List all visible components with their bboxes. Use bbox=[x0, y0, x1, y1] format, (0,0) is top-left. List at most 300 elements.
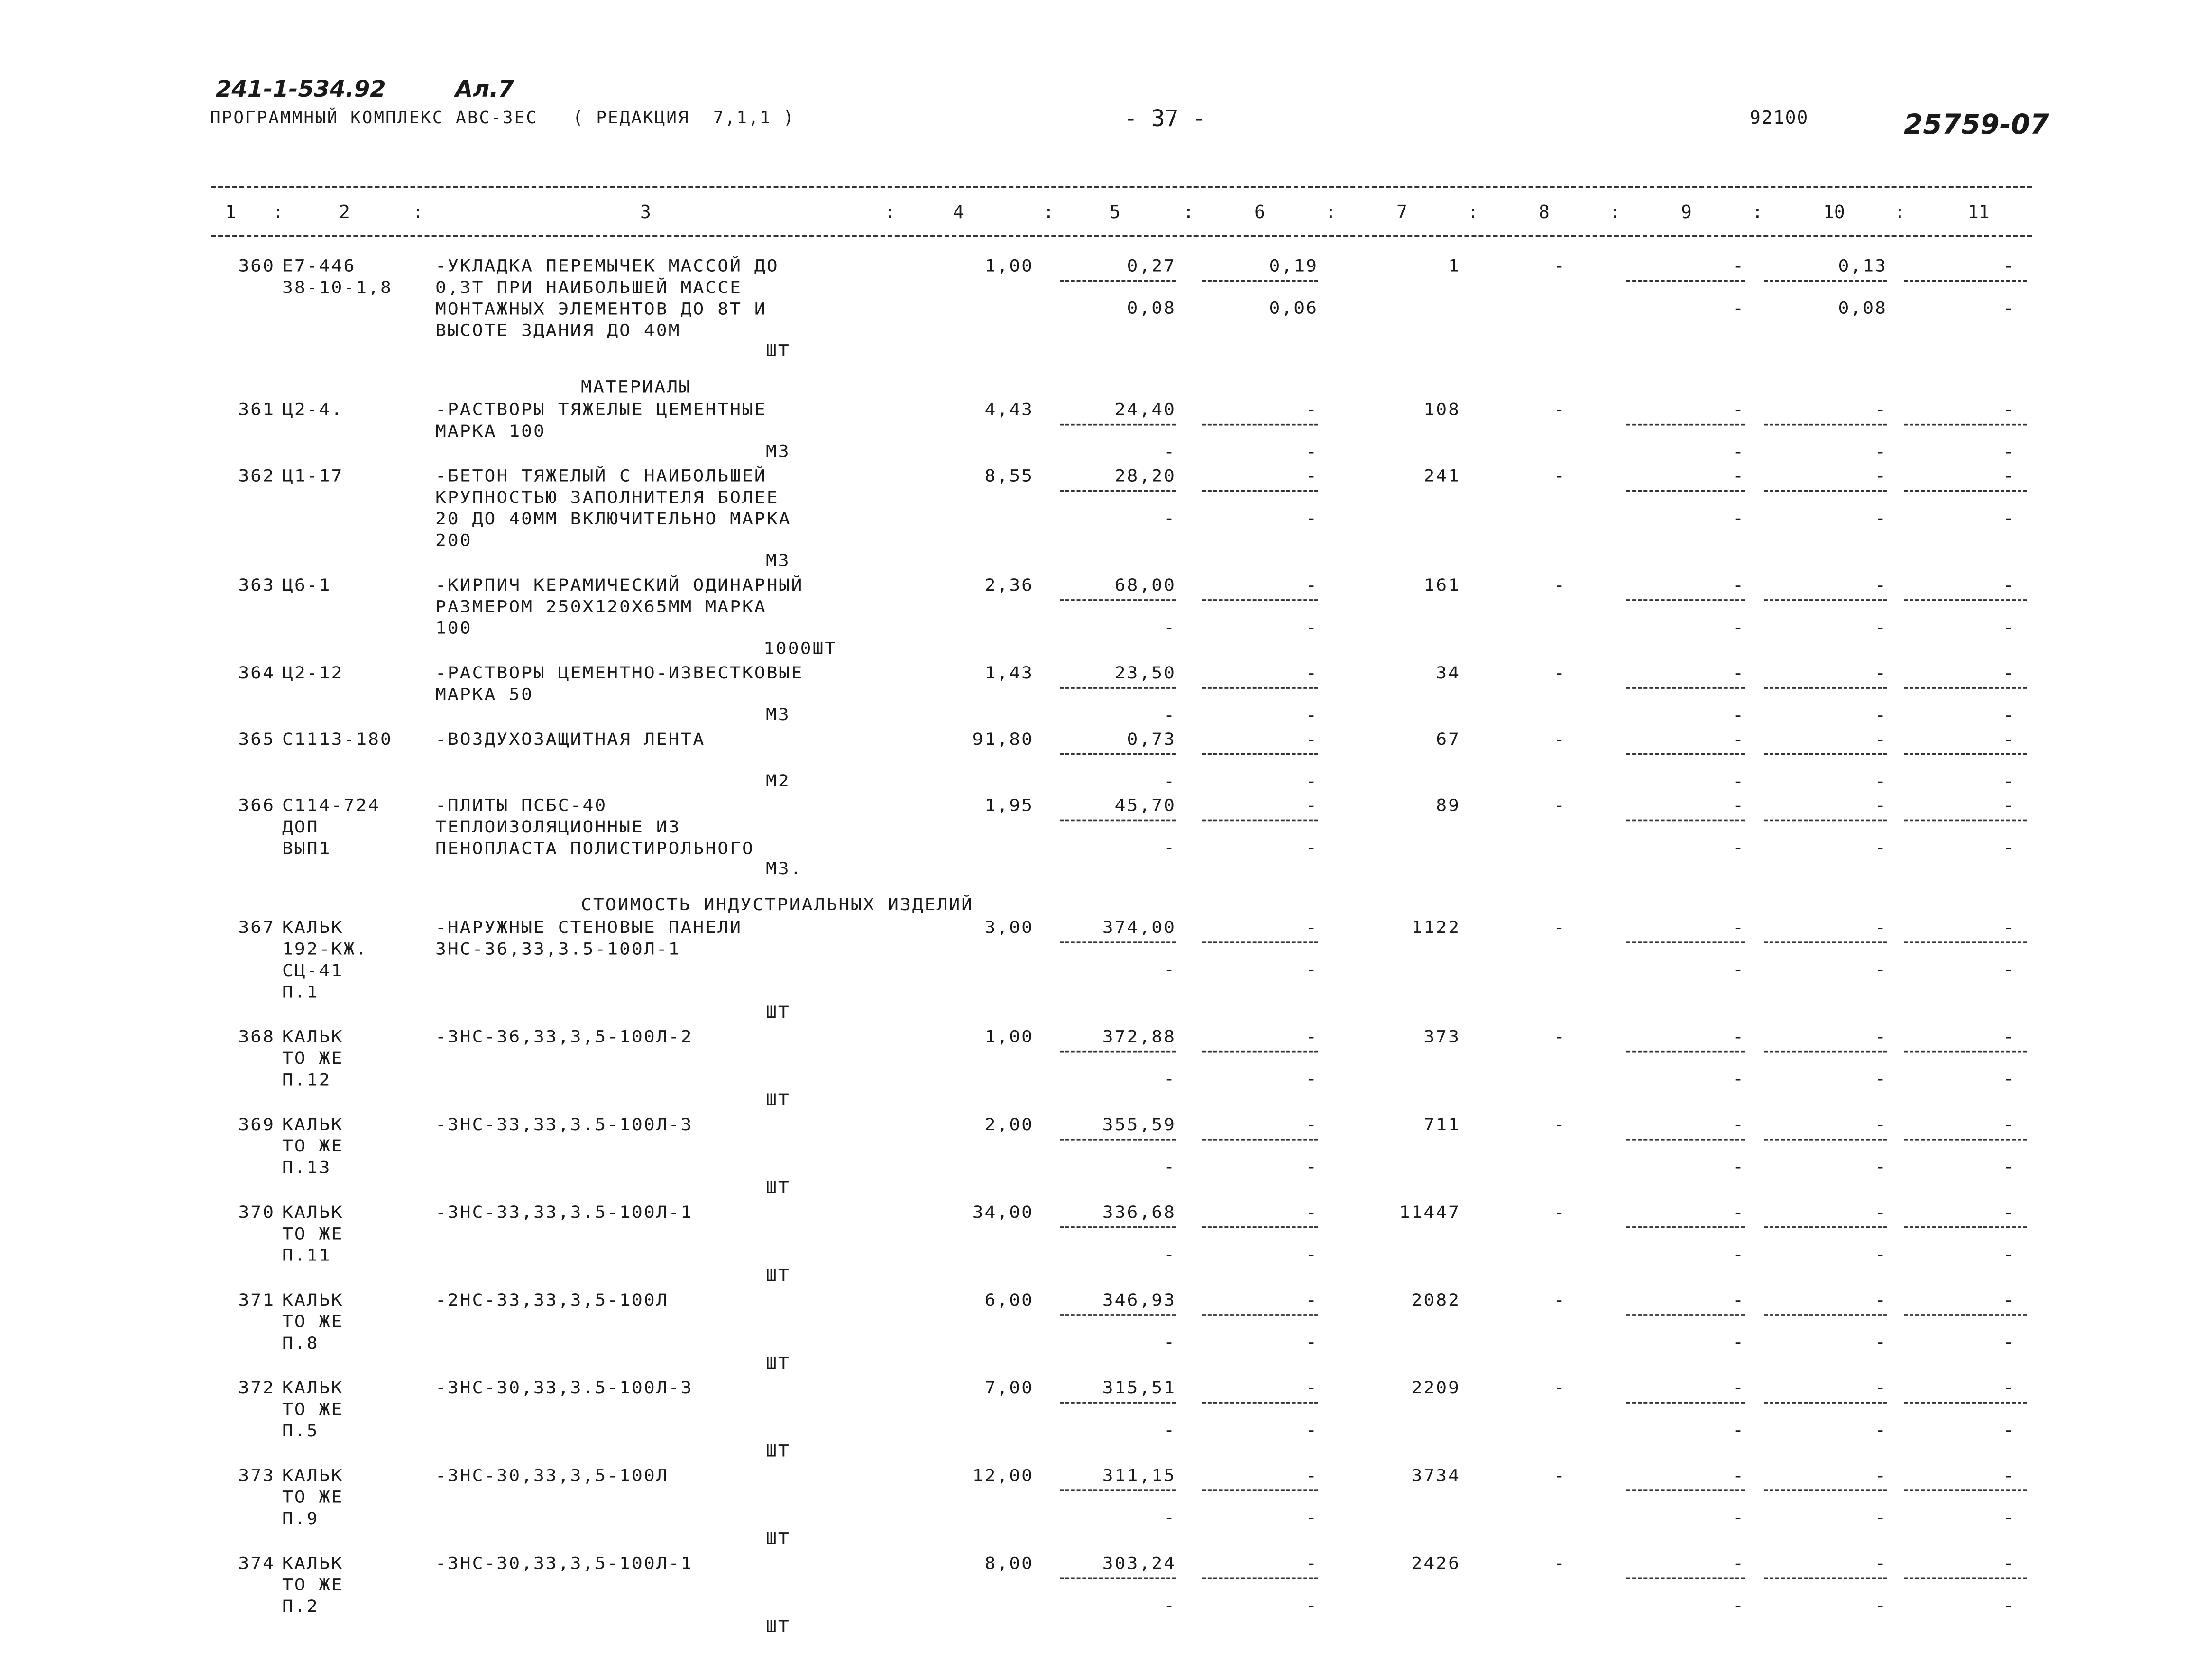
row-number: 367 bbox=[238, 918, 275, 937]
cell-col-10-second: - bbox=[1875, 838, 1887, 857]
table-top-rule bbox=[211, 186, 2032, 188]
cell-rule bbox=[1626, 599, 1745, 601]
cell-rule bbox=[1202, 941, 1318, 943]
cell-col-5: 45,70 bbox=[1114, 795, 1176, 815]
cell-col-10: - bbox=[1875, 1203, 1887, 1222]
col-separator: : bbox=[884, 201, 895, 222]
row-number: 374 bbox=[238, 1553, 275, 1573]
cell-col-10-second: - bbox=[1875, 1157, 1887, 1176]
cell-col-9-second: - bbox=[1733, 298, 1745, 318]
code-line: ТО ЖЕ bbox=[282, 1575, 344, 1594]
cell-rule bbox=[1626, 753, 1745, 755]
description-line: -3НС-33,33,3.5-100Л-1 bbox=[435, 1203, 693, 1222]
cell-col-7: 241 bbox=[1423, 466, 1460, 485]
cell-col-7: 373 bbox=[1423, 1027, 1460, 1046]
cell-col-9: - bbox=[1733, 1203, 1745, 1222]
cell-col-6-second: - bbox=[1306, 960, 1318, 979]
cell-col-11: - bbox=[2003, 256, 2015, 275]
cell-col-4: 7,00 bbox=[984, 1378, 1034, 1397]
cell-rule bbox=[1202, 424, 1318, 426]
cell-col-6-second: - bbox=[1306, 705, 1318, 725]
row-description bbox=[435, 917, 742, 960]
cell-col-8: - bbox=[1554, 1553, 1566, 1573]
col-separator: : bbox=[273, 201, 284, 222]
cell-col-11: - bbox=[2003, 1553, 2015, 1573]
unit-of-measure: ШТ bbox=[766, 1529, 790, 1548]
row-description bbox=[435, 465, 791, 551]
cell-col-9: - bbox=[1733, 918, 1745, 937]
code-line: П.8 bbox=[282, 1333, 319, 1352]
col-header-6: 6 bbox=[1254, 201, 1265, 222]
code-line: Е7-446 bbox=[282, 256, 356, 275]
cell-col-6: - bbox=[1306, 575, 1318, 595]
cell-col-9: - bbox=[1733, 466, 1745, 485]
cell-col-7: 2082 bbox=[1411, 1290, 1460, 1310]
cell-rule bbox=[1060, 1051, 1176, 1053]
cell-rule bbox=[1904, 820, 2027, 822]
code-line: КАЛЬК bbox=[282, 1027, 344, 1046]
cell-col-5: 372,88 bbox=[1102, 1027, 1176, 1046]
row-description bbox=[435, 1114, 693, 1135]
cell-col-4: 3,00 bbox=[984, 918, 1034, 937]
cell-col-4: 8,00 bbox=[984, 1553, 1034, 1573]
cell-col-5: 23,50 bbox=[1114, 663, 1176, 683]
cell-col-9-second: - bbox=[1733, 1245, 1745, 1264]
cell-col-11: - bbox=[2003, 918, 2015, 937]
cell-col-9-second: - bbox=[1733, 1157, 1745, 1176]
col-separator: : bbox=[1325, 201, 1336, 222]
col-header-11: 11 bbox=[1968, 201, 1990, 222]
cell-col-6-second: - bbox=[1306, 1508, 1318, 1527]
cell-rule bbox=[1202, 1402, 1318, 1404]
row-number: 361 bbox=[238, 400, 275, 419]
cell-col-5: 346,93 bbox=[1102, 1290, 1176, 1310]
cell-rule bbox=[1904, 1489, 2027, 1491]
cell-col-10-second: - bbox=[1875, 1508, 1887, 1527]
cell-col-10-second: - bbox=[1875, 1333, 1887, 1352]
cell-rule bbox=[1764, 941, 1887, 943]
cell-col-4: 2,00 bbox=[984, 1115, 1034, 1134]
cell-col-6: - bbox=[1306, 400, 1318, 419]
row-description bbox=[435, 794, 754, 859]
cell-rule bbox=[1202, 1314, 1318, 1316]
cell-rule bbox=[1764, 599, 1887, 601]
row-code bbox=[282, 1465, 343, 1529]
cell-col-7: 34 bbox=[1436, 663, 1460, 683]
cell-col-4: 1,00 bbox=[984, 256, 1034, 275]
unit-of-measure: ШТ bbox=[766, 1441, 790, 1461]
cell-col-5: 336,68 bbox=[1102, 1203, 1176, 1222]
cell-col-6: - bbox=[1306, 663, 1318, 683]
cell-col-4: 1,43 bbox=[984, 663, 1034, 683]
cell-rule bbox=[1904, 1578, 2027, 1580]
code-line: 38-10-1,8 bbox=[282, 278, 393, 297]
cell-col-11: - bbox=[2003, 1290, 2015, 1310]
cell-col-6: - bbox=[1306, 1378, 1318, 1397]
cell-col-8: - bbox=[1554, 1115, 1566, 1134]
code-line: КАЛЬК bbox=[282, 1466, 344, 1485]
cell-rule bbox=[1904, 941, 2027, 943]
cell-col-6: - bbox=[1306, 795, 1318, 815]
cell-rule bbox=[1764, 490, 1887, 492]
cell-rule bbox=[1626, 1051, 1745, 1053]
cell-rule bbox=[1764, 820, 1887, 822]
description-line: -3НС-30,33,3.5-100Л-3 bbox=[435, 1378, 693, 1397]
row-code bbox=[282, 1552, 343, 1617]
code-line: КАЛЬК bbox=[282, 1553, 344, 1573]
cell-col-9-second: - bbox=[1733, 1508, 1745, 1527]
description-line: -НАРУЖНЫЕ СТЕНОВЫЕ ПАНЕЛИ bbox=[435, 918, 742, 937]
row-description bbox=[435, 1552, 693, 1574]
description-line: -БЕТОН ТЯЖЕЛЫЙ С НАИБОЛЬШЕЙ bbox=[435, 466, 767, 485]
cell-col-9: - bbox=[1733, 400, 1745, 419]
cell-col-11-second: - bbox=[2003, 771, 2015, 791]
cell-col-11-second: - bbox=[2003, 1157, 2015, 1176]
cell-col-7: 1122 bbox=[1411, 918, 1460, 937]
cell-col-8: - bbox=[1554, 663, 1566, 683]
cell-rule bbox=[1202, 1489, 1318, 1491]
cell-rule bbox=[1202, 820, 1318, 822]
cell-col-7: 89 bbox=[1436, 795, 1460, 815]
cell-rule bbox=[1060, 1226, 1176, 1228]
cell-col-8: - bbox=[1554, 1378, 1566, 1397]
cell-col-11: - bbox=[2003, 1466, 2015, 1485]
cell-col-6: - bbox=[1306, 466, 1318, 485]
row-description bbox=[435, 1026, 693, 1047]
cell-rule bbox=[1904, 687, 2027, 689]
row-description bbox=[435, 1377, 693, 1398]
cell-col-11-second: - bbox=[2003, 705, 2015, 725]
code-line: П.2 bbox=[282, 1597, 319, 1616]
code-line: ТО ЖЕ bbox=[282, 1224, 344, 1243]
table-header-rule bbox=[211, 235, 2032, 237]
code-line: Ц1-17 bbox=[282, 466, 344, 485]
description-line: -3НС-30,33,3,5-100Л bbox=[435, 1466, 669, 1485]
cell-col-11: - bbox=[2003, 1115, 2015, 1134]
cell-col-5: 0,27 bbox=[1127, 256, 1176, 275]
code-line: ВЫП1 bbox=[282, 839, 331, 858]
row-number: 362 bbox=[238, 466, 275, 485]
cell-col-7: 2209 bbox=[1411, 1378, 1460, 1397]
description-line: -КИРПИЧ КЕРАМИЧЕСКИЙ ОДИНАРНЫЙ bbox=[435, 575, 804, 595]
cell-col-9: - bbox=[1733, 663, 1745, 683]
cell-col-4: 91,80 bbox=[972, 730, 1034, 749]
row-code bbox=[282, 255, 393, 298]
row-code bbox=[282, 794, 380, 859]
code-line: П.5 bbox=[282, 1421, 319, 1441]
cell-col-9-second: - bbox=[1733, 442, 1745, 461]
cell-col-7: 2426 bbox=[1411, 1553, 1460, 1573]
cell-col-6-second: - bbox=[1306, 1245, 1318, 1264]
cell-col-5-second: - bbox=[1164, 771, 1176, 791]
cell-col-10-second: - bbox=[1875, 771, 1887, 791]
description-line: ПЕНОПЛАСТА ПОЛИСТИРОЛЬНОГО bbox=[435, 839, 754, 858]
cell-rule bbox=[1626, 1314, 1745, 1316]
row-code bbox=[282, 1026, 343, 1090]
cell-col-11-second: - bbox=[2003, 838, 2015, 857]
cell-col-9: - bbox=[1733, 1115, 1745, 1134]
row-code bbox=[282, 728, 393, 749]
cell-rule bbox=[1202, 490, 1318, 492]
cell-rule bbox=[1060, 1139, 1176, 1141]
cell-col-5: 374,00 bbox=[1102, 918, 1176, 937]
cell-col-10: 0,13 bbox=[1838, 256, 1887, 275]
cell-col-5-second: - bbox=[1164, 508, 1176, 528]
cell-col-4: 1,95 bbox=[984, 795, 1034, 815]
description-line: -2НС-33,33,3,5-100Л bbox=[435, 1290, 669, 1310]
cell-col-5: 355,59 bbox=[1102, 1115, 1176, 1134]
cell-col-10-second: - bbox=[1875, 1245, 1887, 1264]
cell-col-5-second: - bbox=[1164, 1245, 1176, 1264]
cell-rule bbox=[1764, 1139, 1887, 1141]
cell-rule bbox=[1904, 280, 2027, 282]
cell-col-10: - bbox=[1875, 466, 1887, 485]
cell-rule bbox=[1060, 280, 1176, 282]
col-header-7: 7 bbox=[1396, 201, 1407, 222]
cell-col-11: - bbox=[2003, 1203, 2015, 1222]
cell-col-9: - bbox=[1733, 1027, 1745, 1046]
unit-of-measure: ШТ bbox=[766, 1090, 790, 1110]
col-separator: : bbox=[1468, 201, 1478, 222]
unit-of-measure: ШТ bbox=[766, 1266, 790, 1285]
cell-rule bbox=[1060, 1314, 1176, 1316]
cell-col-7: 108 bbox=[1423, 400, 1460, 419]
cell-col-5-second: 0,08 bbox=[1127, 298, 1176, 318]
code-line: ТО ЖЕ bbox=[282, 1487, 344, 1507]
row-number: 366 bbox=[238, 795, 275, 815]
cell-col-9-second: - bbox=[1733, 838, 1745, 857]
code-line: ДОП bbox=[282, 817, 319, 837]
unit-of-measure: ШТ bbox=[766, 1353, 790, 1373]
description-line: ТЕПЛОИЗОЛЯЦИОННЫЕ ИЗ bbox=[435, 817, 681, 837]
row-number: 370 bbox=[238, 1203, 275, 1222]
code-line: ТО ЖЕ bbox=[282, 1136, 344, 1156]
col-header-1: 1 bbox=[225, 201, 236, 222]
cell-rule bbox=[1626, 820, 1745, 822]
cell-rule bbox=[1626, 687, 1745, 689]
cell-col-10-second: - bbox=[1875, 618, 1887, 637]
cell-col-10-second: - bbox=[1875, 1596, 1887, 1615]
row-number: 368 bbox=[238, 1027, 275, 1046]
cell-col-11: - bbox=[2003, 663, 2015, 683]
unit-of-measure: М3 bbox=[766, 551, 790, 570]
cell-col-9-second: - bbox=[1733, 960, 1745, 979]
unit-of-measure: М3. bbox=[766, 859, 803, 878]
cell-rule bbox=[1202, 280, 1318, 282]
unit-of-measure: ШТ bbox=[766, 1617, 790, 1636]
cell-col-11-second: - bbox=[2003, 298, 2015, 318]
cell-rule bbox=[1764, 753, 1887, 755]
cell-rule bbox=[1626, 1578, 1745, 1580]
cell-col-6-second: - bbox=[1306, 1596, 1318, 1615]
cell-col-5-second: - bbox=[1164, 1508, 1176, 1527]
description-line: 3НС-36,33,3.5-100Л-1 bbox=[435, 939, 681, 959]
cell-col-10: - bbox=[1875, 795, 1887, 815]
code-line: ТО ЖЕ bbox=[282, 1049, 344, 1068]
row-code bbox=[282, 1201, 343, 1266]
cell-col-11-second: - bbox=[2003, 1596, 2015, 1615]
cell-col-11-second: - bbox=[2003, 1069, 2015, 1088]
col-header-4: 4 bbox=[953, 201, 964, 222]
cell-col-11: - bbox=[2003, 1378, 2015, 1397]
cell-col-4: 2,36 bbox=[984, 575, 1034, 595]
row-number: 371 bbox=[238, 1290, 275, 1310]
cell-col-11-second: - bbox=[2003, 1420, 2015, 1440]
cell-rule bbox=[1060, 687, 1176, 689]
cell-col-10: - bbox=[1875, 1115, 1887, 1134]
code-line: КАЛЬК bbox=[282, 1203, 344, 1222]
unit-of-measure: ШТ bbox=[766, 1178, 790, 1197]
description-line: -РАСТВОРЫ ТЯЖЕЛЫЕ ЦЕМЕНТНЫЕ bbox=[435, 400, 767, 419]
cell-col-11-second: - bbox=[2003, 618, 2015, 637]
cell-rule bbox=[1904, 424, 2027, 426]
cell-col-6-second: - bbox=[1306, 618, 1318, 637]
description-line: КРУПНОСТЬЮ ЗАПОЛНИТЕЛЯ БОЛЕЕ bbox=[435, 488, 779, 507]
cell-col-9-second: - bbox=[1733, 1420, 1745, 1440]
col-header-3: 3 bbox=[640, 201, 651, 222]
cell-col-5-second: - bbox=[1164, 960, 1176, 979]
cell-rule bbox=[1626, 424, 1745, 426]
code-line: КАЛЬК bbox=[282, 1115, 344, 1134]
code-line: КАЛЬК bbox=[282, 1290, 344, 1310]
unit-of-measure: ШТ bbox=[766, 341, 790, 360]
cell-col-6: - bbox=[1306, 1027, 1318, 1046]
cell-col-11: - bbox=[2003, 730, 2015, 749]
cell-rule bbox=[1904, 1314, 2027, 1316]
row-number: 364 bbox=[238, 663, 275, 683]
cell-col-11-second: - bbox=[2003, 1333, 2015, 1352]
cell-col-9: - bbox=[1733, 730, 1745, 749]
cell-col-6: - bbox=[1306, 1290, 1318, 1310]
row-code bbox=[282, 662, 343, 684]
cell-col-8: - bbox=[1554, 575, 1566, 595]
col-header-8: 8 bbox=[1539, 201, 1550, 222]
description-line: ВЫСОТЕ ЗДАНИЯ ДО 40М bbox=[435, 320, 681, 340]
row-number: 365 bbox=[238, 730, 275, 749]
description-line: 20 ДО 40ММ ВКЛЮЧИТЕЛЬНО МАРКА bbox=[435, 509, 791, 529]
cell-col-7: 11447 bbox=[1399, 1203, 1460, 1222]
col-separator: : bbox=[1752, 201, 1763, 222]
cell-col-10: - bbox=[1875, 1378, 1887, 1397]
cell-rule bbox=[1060, 599, 1176, 601]
code-line: С114-724 bbox=[282, 795, 381, 815]
row-code bbox=[282, 574, 331, 595]
code-line: КАЛЬК bbox=[282, 1378, 344, 1397]
cell-col-5-second: - bbox=[1164, 442, 1176, 461]
cell-rule bbox=[1202, 599, 1318, 601]
code-line: ТО ЖЕ bbox=[282, 1312, 344, 1331]
code-line: 192-КЖ. bbox=[282, 939, 368, 959]
cell-col-10: - bbox=[1875, 400, 1887, 419]
cell-rule bbox=[1060, 424, 1176, 426]
cell-rule bbox=[1764, 1402, 1887, 1404]
row-description bbox=[435, 728, 705, 749]
cell-col-5-second: - bbox=[1164, 838, 1176, 857]
cell-rule bbox=[1764, 1226, 1887, 1228]
cell-col-10-second: - bbox=[1875, 442, 1887, 461]
cell-col-6-second: - bbox=[1306, 442, 1318, 461]
cell-col-9: - bbox=[1733, 575, 1745, 595]
row-description bbox=[435, 255, 779, 341]
cell-rule bbox=[1626, 1402, 1745, 1404]
cell-col-4: 1,00 bbox=[984, 1027, 1034, 1046]
cell-col-10-second: - bbox=[1875, 960, 1887, 979]
cell-col-10: - bbox=[1875, 1290, 1887, 1310]
code-line: СЦ-41 bbox=[282, 961, 344, 980]
program-title: ПРОГРАММНЫЙ КОМПЛЕКС АВС-ЗЕС ( РЕДАКЦИЯ 7,1,1 ) bbox=[210, 108, 795, 128]
cell-rule bbox=[1764, 1489, 1887, 1491]
cell-col-8: - bbox=[1554, 1203, 1566, 1222]
row-description bbox=[435, 1201, 693, 1223]
cell-col-5: 315,51 bbox=[1102, 1378, 1176, 1397]
cell-col-8: - bbox=[1554, 730, 1566, 749]
cell-col-6: - bbox=[1306, 1553, 1318, 1573]
row-description bbox=[435, 574, 803, 639]
cell-col-11-second: - bbox=[2003, 1245, 2015, 1264]
cell-col-4: 34,00 bbox=[972, 1203, 1034, 1222]
cell-col-10: - bbox=[1875, 1466, 1887, 1485]
cell-rule bbox=[1904, 490, 2027, 492]
cell-rule bbox=[1764, 424, 1887, 426]
row-code bbox=[282, 1289, 343, 1354]
cell-col-10: - bbox=[1875, 918, 1887, 937]
cell-col-8: - bbox=[1554, 1027, 1566, 1046]
description-line: МАРКА 100 bbox=[435, 421, 546, 441]
description-line: РАЗМЕРОМ 250Х120Х65ММ МАРКА bbox=[435, 597, 767, 616]
cell-col-6-second: - bbox=[1306, 508, 1318, 528]
cell-col-4: 4,43 bbox=[984, 400, 1034, 419]
col-header-9: 9 bbox=[1681, 201, 1692, 222]
cell-col-11-second: - bbox=[2003, 960, 2015, 979]
cell-rule bbox=[1202, 753, 1318, 755]
col-separator: : bbox=[1183, 201, 1194, 222]
row-number: 369 bbox=[238, 1115, 275, 1134]
cell-col-7: 711 bbox=[1423, 1115, 1460, 1134]
cell-col-9: - bbox=[1733, 795, 1745, 815]
cell-col-8: - bbox=[1554, 1466, 1566, 1485]
cell-col-6: 0,19 bbox=[1269, 256, 1318, 275]
cell-rule bbox=[1626, 280, 1745, 282]
cell-col-5: 303,24 bbox=[1102, 1553, 1176, 1573]
col-separator: : bbox=[1610, 201, 1621, 222]
cell-col-11: - bbox=[2003, 466, 2015, 485]
cell-rule bbox=[1626, 1139, 1745, 1141]
cell-col-11-second: - bbox=[2003, 1508, 2015, 1527]
description-line: 100 bbox=[435, 618, 472, 638]
estimate-table-body bbox=[0, 247, 2185, 1636]
cell-rule bbox=[1764, 1578, 1887, 1580]
cell-col-10-second: 0,08 bbox=[1838, 298, 1887, 318]
cell-col-11-second: - bbox=[2003, 442, 2015, 461]
cell-col-7: 1 bbox=[1448, 256, 1460, 275]
header-number: 92100 bbox=[1750, 107, 1809, 128]
cell-col-11: - bbox=[2003, 1027, 2015, 1046]
cell-col-7: 3734 bbox=[1411, 1466, 1460, 1485]
cell-rule bbox=[1060, 753, 1176, 755]
cell-col-9: - bbox=[1733, 1466, 1745, 1485]
handwritten-sheet-label: Ал.7 bbox=[455, 76, 514, 102]
cell-col-8: - bbox=[1554, 918, 1566, 937]
cell-col-5: 311,15 bbox=[1102, 1466, 1176, 1485]
col-separator: : bbox=[1894, 201, 1905, 222]
code-line: П.1 bbox=[282, 982, 319, 1002]
description-line: -3НС-30,33,3,5-100Л-1 bbox=[435, 1553, 693, 1573]
cell-col-6-second: - bbox=[1306, 771, 1318, 791]
description-line: -3НС-33,33,3.5-100Л-3 bbox=[435, 1115, 693, 1134]
unit-of-measure: М2 bbox=[766, 771, 790, 790]
cell-col-10-second: - bbox=[1875, 1420, 1887, 1440]
row-code bbox=[282, 399, 343, 420]
